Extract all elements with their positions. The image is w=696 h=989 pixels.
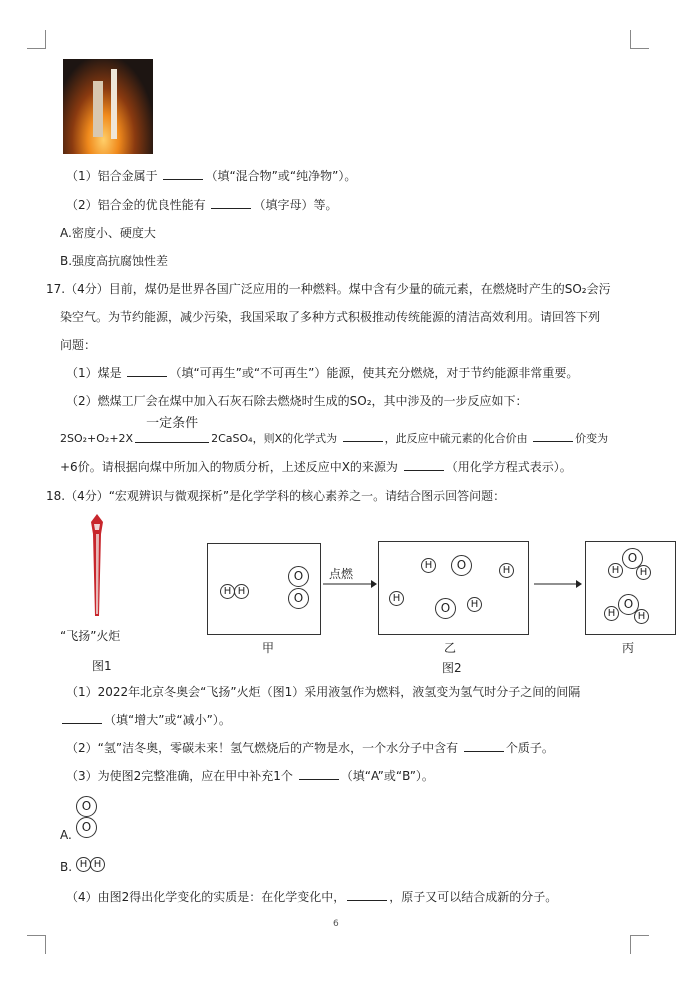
arrow-right-icon [534,579,582,589]
hydrogen-atom: H [76,857,91,872]
rocket-launch-photo [63,59,153,154]
answer-blank[interactable] [211,197,251,209]
hydrogen-atom: H [389,591,404,606]
torch-caption: “飞扬”火炬 [60,629,121,643]
crop-mark-top-left [27,30,46,49]
answer-blank[interactable] [127,365,167,377]
q17-stem-line1: 17.（4分）目前，煤仍是世界各国广泛应用的一种燃料。煤中含有少量的硫元素，在燃烧时产生的SO₂会污 [46,282,611,296]
q17-stem-line3: 问题： [60,338,97,352]
crop-mark-bottom-right [630,935,649,954]
box-jia-label: 甲 [262,641,275,655]
answer-blank[interactable] [533,430,573,442]
answer-blank[interactable] [62,712,102,724]
oxygen-atom: O [76,796,97,817]
diagram-box-jia [207,543,321,635]
q16-option-b: B.强度高抗腐蚀性差 [60,254,169,268]
torch-icon [87,514,107,616]
reaction-condition-arrow: 一定条件 [133,431,211,447]
oxygen-atom: O [288,588,309,609]
page-number: 6 [333,919,339,929]
q17-equation-line: 2SO₂+O₂+2X 一定条件 2CaSO₄，则X的化学式为 ，此反应中硫元素的化合价由 价变为 [60,416,609,445]
hydrogen-atom: H [634,609,649,624]
oxygen-atom: O [451,555,472,576]
launch-tower [93,81,103,137]
reaction-arrow-icon [323,579,377,589]
q18-option-b: B. [60,860,73,874]
q16-item2: （2）铝合金的优良性能有 （填字母）等。 [66,198,338,212]
q18-option-a: A. [60,828,72,842]
hydrogen-atom: H [499,563,514,578]
q16-item1: （1）铝合金属于 （填“混合物”或“纯净物”）。 [66,169,357,183]
oxygen-atom: O [435,598,456,619]
hydrogen-atom: H [421,558,436,573]
answer-blank[interactable] [347,889,387,901]
q17-line3: +6价。请根据向煤中所加入的物质分析，上述反应中X的来源为 （用化学方程式表示）。 [60,460,572,474]
q18-item4: （4）由图2得出化学变化的实质是：在化学变化中， ，原子又可以结合成新的分子。 [66,890,558,904]
oxygen-atom: O [622,548,643,569]
crop-mark-top-right [630,30,649,49]
q18-item3: （3）为使图2完整准确，应在甲中补充1个 （填“A”或“B”）。 [66,769,434,783]
answer-blank[interactable] [343,430,383,442]
q18-item1-line1: （1）2022年北京冬奥会“飞扬”火炬（图1）采用液氢作为燃料，液氢变为氢气时分子之间的间隔 [66,685,581,699]
ignite-label: 点燃 [329,567,354,581]
q17-item2: （2）燃煤工厂会在煤中加入石灰石除去燃烧时生成的SO₂，其中涉及的一步反应如下： [66,394,528,408]
q17-item1: （1）煤是 （填“可再生”或“不可再生”）能源，使其充分燃烧，对于节约能源非常重要。 [66,366,579,380]
oxygen-atom: O [618,594,639,615]
oxygen-atom: O [76,817,97,838]
q18-stem: 18.（4分）“宏观辨识与微观探析”是化学学科的核心素养之一。请结合图示回答问题： [46,489,506,503]
box-bing-label: 丙 [622,641,635,655]
figure1-label: 图1 [92,659,112,673]
figure2-label: 图2 [442,661,462,675]
hydrogen-atom: H [608,563,623,578]
answer-blank[interactable] [163,168,203,180]
hydrogen-atom: H [604,606,619,621]
answer-blank[interactable] [404,459,444,471]
oxygen-atom: O [288,566,309,587]
q17-stem-line2: 染空气。为节约能源，减少污染，我国采取了多种方式积极推动传统能源的清洁高效利用。请回答下列 [60,310,601,324]
crop-mark-bottom-left [27,935,46,954]
answer-blank[interactable] [299,768,339,780]
q16-option-a: A.密度小、硬度大 [60,226,156,240]
diagram-box-yi [378,541,529,635]
answer-blank[interactable] [464,740,504,752]
rocket-body [111,69,117,139]
diagram-box-bing [585,541,676,635]
hydrogen-atom: H [90,857,105,872]
hydrogen-atom: H [234,584,249,599]
hydrogen-atom: H [220,584,235,599]
q18-item2: （2）“氢”洁冬奥，零碳未来！氢气燃烧后的产物是水，一个水分子中含有 个质子。 [66,741,554,755]
hydrogen-atom: H [467,597,482,612]
q18-item1-line2: （填“增大”或“减小”）。 [60,712,231,728]
hydrogen-atom: H [636,565,651,580]
box-yi-label: 乙 [444,641,457,655]
